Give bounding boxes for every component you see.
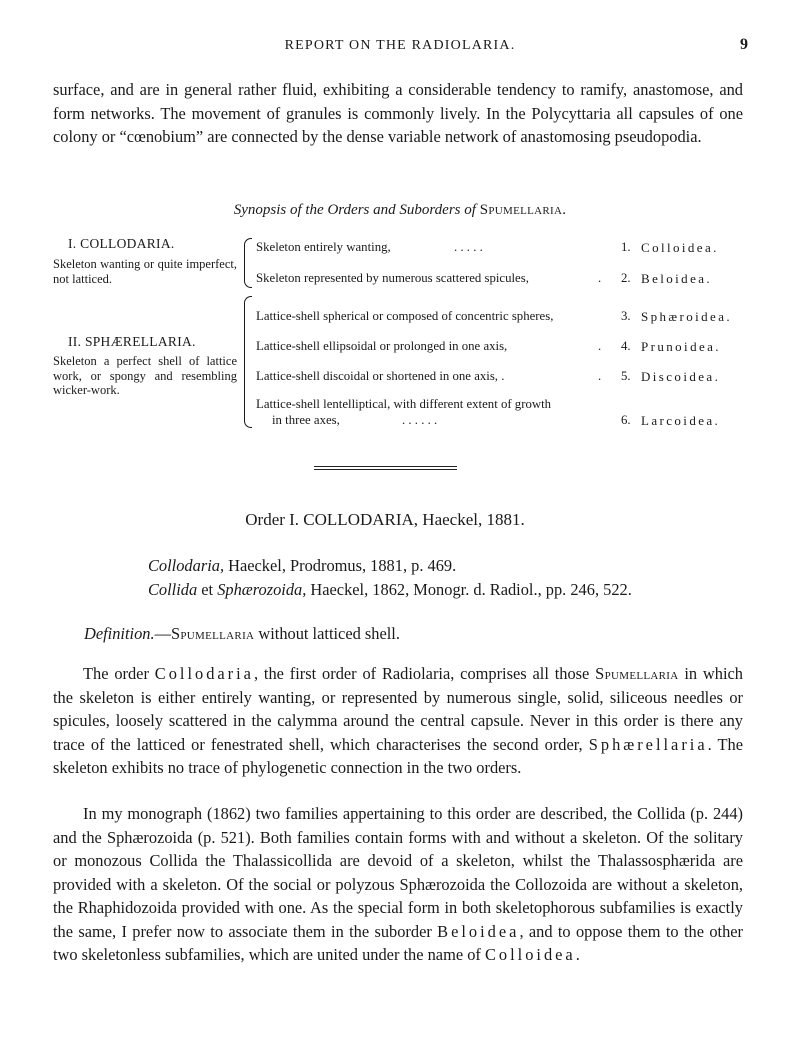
- synonym-citation: Haeckel, Prodromus, 1881, p. 469.: [224, 556, 457, 575]
- row-leader-dots: .: [598, 339, 602, 353]
- group-collodaria-description: Skeleton wanting or quite imperfect, not latticed.: [53, 257, 237, 286]
- text-run: The order: [83, 664, 155, 683]
- synonym-conjunction: et: [197, 580, 218, 599]
- row-leader-dots: . . . . .: [454, 240, 483, 254]
- group-collodaria-brace: [244, 238, 252, 288]
- row-number: 1.: [621, 240, 631, 254]
- row-number: 3.: [621, 309, 631, 323]
- definition-label: Definition.: [84, 624, 155, 643]
- definition: [84, 624, 400, 644]
- synonymy-line: [148, 556, 456, 576]
- row-description: Lattice-shell ellipsoidal or prolonged in one axis,: [256, 339, 508, 353]
- row-number: 6.: [621, 413, 631, 427]
- row-description: Skeleton entirely wanting,: [256, 240, 391, 254]
- page-number: 9: [740, 36, 748, 53]
- section-divider: [314, 466, 457, 467]
- text-run: In my monograph (1862) two families appertaining to this order are described, the Collida (p. 244) and the Sphærozoida (p. 521). Both families contain forms with and without a skeleton. Of the solitary or monozous Collida the Thalassicollida are devoid of a skeleton, whilst the Thalassosphærida are provided with a skeleton. Of the social or polyzous Sphærozoida the Collozoida are without a skeleton, the Rhaphidozoida provided with one. As the special form in both skeletophorous subfamilies is exactly the same, I prefer now to associate them in the suborder: [53, 804, 743, 941]
- body-paragraph-1: [53, 662, 743, 780]
- synonym-name: Collida: [148, 580, 198, 599]
- text-run: . The skeleton exhibits no trace of phylogenetic connection in the two orders.: [53, 734, 743, 777]
- row-description: Lattice-shell spherical or composed of concentric spheres,: [256, 309, 554, 323]
- running-head: REPORT ON THE RADIOLARIA.: [284, 38, 516, 53]
- synopsis-row: [256, 339, 746, 354]
- row-taxon: Discoidea.: [641, 369, 721, 384]
- row-description: Lattice-shell lentelliptical, with different extent of growth: [256, 397, 552, 411]
- synopsis-title: [0, 202, 800, 219]
- synopsis-row: [256, 369, 746, 384]
- synopsis-row: [256, 413, 746, 428]
- row-description: Skeleton represented by numerous scattered spicules,: [256, 271, 529, 285]
- group-sphaerellaria-brace: [244, 296, 252, 428]
- synopsis-row: [256, 397, 746, 412]
- row-taxon: Beloidea.: [641, 271, 713, 286]
- order-heading: Order I. COLLODARIA, Haeckel, 1881.: [245, 510, 525, 529]
- synonymy-line: [148, 580, 632, 600]
- body-paragraph-2: [53, 802, 743, 967]
- row-description: Lattice-shell discoidal or shortened in one axis, .: [256, 369, 505, 383]
- row-taxon: Sphæroidea.: [641, 309, 733, 324]
- row-number: 5.: [621, 369, 631, 383]
- intro-text: surface, and are in general rather fluid, exhibiting a considerable tendency to ramify, anastomose, and form networks. The movement of granules is commonly lively. In the Polycyttaria all capsules of one colony or “cœnobium” are connected by the dense variable network of anastomosing pseudopodia.: [53, 80, 743, 146]
- row-description-continued: in three axes,: [272, 413, 340, 427]
- row-number: 2.: [621, 271, 631, 285]
- definition-smallcaps: Spumellaria: [170, 624, 255, 643]
- row-number: 4.: [621, 339, 631, 353]
- spaced-taxon: Beloidea: [437, 921, 520, 941]
- row-taxon: Larcoidea.: [641, 413, 721, 428]
- synonym-name: Collodaria,: [148, 556, 225, 575]
- text-run: , the first order of Radiolaria, comprises all those: [253, 664, 596, 683]
- definition-text: without latticed shell.: [254, 624, 400, 643]
- synopsis-title-italic: Synopsis of the Orders and Suborders of: [233, 202, 476, 218]
- text-run: , and to oppose them to the other two skeletonless subfamilies, which are united under the name of: [53, 921, 743, 964]
- synonym-name: Sphærozoida,: [217, 580, 307, 599]
- spaced-taxon: Sphærellaria: [588, 734, 708, 754]
- synopsis-row: [256, 271, 746, 286]
- smallcaps-term: Spumellaria: [595, 664, 679, 683]
- spaced-taxon: Collodaria: [154, 664, 254, 683]
- definition-dash: —: [154, 624, 171, 643]
- group-sphaerellaria-title: II. SPHÆRELLARIA.: [68, 334, 196, 349]
- group-collodaria-title: I. COLLODARIA.: [68, 236, 175, 251]
- synopsis-title-smallcaps: Spumellaria.: [479, 202, 567, 218]
- intro-paragraph: [53, 78, 743, 149]
- synonym-citation: Haeckel, 1862, Monogr. d. Radiol., pp. 246, 522.: [306, 580, 632, 599]
- row-taxon: Prunoidea.: [641, 339, 721, 354]
- synopsis-row: [256, 309, 746, 324]
- row-leader-dots: . . . . . .: [402, 413, 438, 427]
- text-run: in which the skeleton is either entirely wanting, or represented by numerous single, solid, siliceous needles or spicules, loosely scattered in the calymma around the central capsule. Never in this order is there any trace of the latticed or fenestrated shell, which characterises the second order,: [53, 664, 743, 754]
- section-divider: [314, 469, 457, 470]
- row-taxon: Colloidea.: [641, 240, 719, 255]
- row-leader-dots: .: [598, 369, 602, 383]
- synopsis-row: [256, 240, 746, 255]
- spaced-taxon: Colloidea: [484, 945, 576, 964]
- text-run: .: [575, 945, 580, 964]
- row-leader-dots: .: [598, 271, 602, 285]
- group-sphaerellaria-description: Skeleton a perfect shell of lattice work, or spongy and resembling wicker-work.: [53, 354, 237, 397]
